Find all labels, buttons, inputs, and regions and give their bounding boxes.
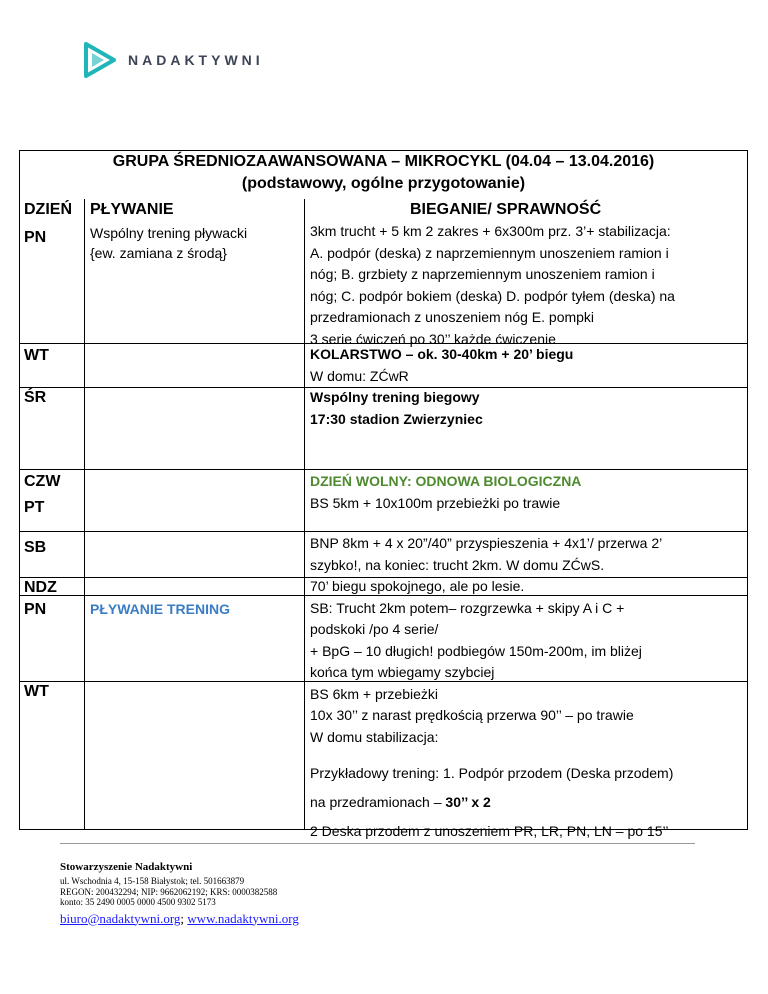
footer-links [60,911,299,927]
day-label: SB [24,539,47,556]
website-link[interactable]: www.nadaktywni.org [187,910,299,926]
run-line: 17:30 stadion Zwierzyniec [310,410,483,427]
run-pt: BS 5km + 10x100m przebieżki po trawie [310,495,561,511]
run-line: nóg; B. grzbiety z naprzemiennym unoszeniem ramion i [310,266,655,282]
run-line: + BpG – 10 długich! podbiegów 150m-200m, im bliżej [310,642,642,659]
run-line: 70’ biegu spokojnego, ale po lesie. [310,578,525,594]
run-sr [310,387,740,430]
table-title: GRUPA ŚREDNIOZAAWANSOWANA – MIKROCYKL (04.04 – 13.04.2016) [112,153,655,170]
footer [60,845,299,927]
run-line: BNP 8km + 4 x 20”/40” przyspieszenia + 4x1’/ przerwa 2’ [310,535,663,551]
day-label: WT [24,683,49,700]
run-example [310,759,740,846]
run-line: BS 6km + przebieżki [310,685,438,702]
table-subtitle: (podstawowy, ogólne przygotowanie) [241,175,526,192]
run-line: W domu stabilizacja: [310,728,439,745]
row-divider [20,531,747,532]
logo [82,40,264,80]
run-line: nóg; C. podpór bokiem (deska) D. podpór tyłem (deska) na [310,287,675,304]
footer-account: konto: 35 2490 0005 0000 4500 9302 5173 [60,897,216,907]
swim-pn2: PŁYWANIE TRENING [90,601,231,617]
day-label: WT [24,347,49,364]
run-line: Wspólny trening biegowy [310,389,480,405]
run-line: 2 Deska przodem z unoszeniem PR, LR, PN, LN – po 15’’ [310,823,669,839]
run-line: 3km trucht + 5 km 2 zakres + 6x300m prz. 3’+ stabilizacja: [310,223,671,239]
footer-org: Stowarzyszenie Nadaktywni [60,861,193,873]
logo-icon [82,40,118,80]
footer-divider [60,843,695,844]
run-line: Przykładowy trening: 1. Podpór przodem (Deska przodem) [310,765,674,781]
row-divider [20,469,747,470]
run-line: 3 serie ćwiczeń po 30’’ każde ćwiczenie [310,330,556,347]
run-line: szybko!, na koniec: trucht 2km. W domu ZĆwS. [310,556,605,573]
run-line: KOLARSTWO – ok. 30-40km + 20’ biegu [310,346,574,362]
day-label: ŚR [24,389,47,406]
header-day: DZIEŃ [24,201,72,218]
run-line: przedramionach z unoszeniem nóg E. pompki [310,309,595,325]
run-line: 10x 30’’ z narast prędkością przerwa 90’’ – po trawie [310,707,634,723]
day-label: PT [24,499,45,516]
header-swimming: PŁYWANIE [90,201,174,218]
day-label: NDZ [24,579,57,596]
training-table [19,150,748,839]
column-divider [84,199,85,829]
day-label: PN [24,229,47,246]
run-line [310,788,740,817]
day-label: CZW [24,473,61,490]
swim-pn-line: Wspólny trening pływacki [90,225,248,241]
run-line: W domu: ZĆwR [310,367,409,384]
link-separator: ; [180,910,185,926]
day-label: PN [24,601,47,618]
run-line: podskoki /po 4 serie/ [310,621,439,637]
logo-text: NADAKTYWNI [128,52,264,68]
footer-ids: REGON: 200432294; NIP: 9662062192; KRS: 0000382588 [60,886,278,897]
run-line: A. podpór (deska) z naprzemiennym unoszeniem ramion i [310,244,669,261]
run-czw: DZIEŃ WOLNY: ODNOWA BIOLOGICZNA [310,473,582,489]
run-line: SB: Trucht 2km potem– rozgrzewka + skipy A i C + [310,599,625,616]
swim-pn [90,223,247,263]
run-line-bold: 30’’ x 2 [445,794,491,810]
run-pn [310,221,740,350]
run-line-text: na przedramionach – [310,794,446,810]
run-sb [310,533,740,748]
header-running: BIEGANIE/ SPRAWNOŚĆ [410,201,602,218]
run-line: końca tym wbiegamy szybciej [310,664,495,680]
email-link[interactable]: biuro@nadaktywni.org [60,910,181,926]
column-divider [304,199,305,829]
run-wt [310,344,740,387]
footer-address: ul. Wschodnia 4, 15-158 Białystok; tel. 501663879 [60,876,245,886]
swim-pn-line: {ew. zamiana z środą} [90,245,227,261]
